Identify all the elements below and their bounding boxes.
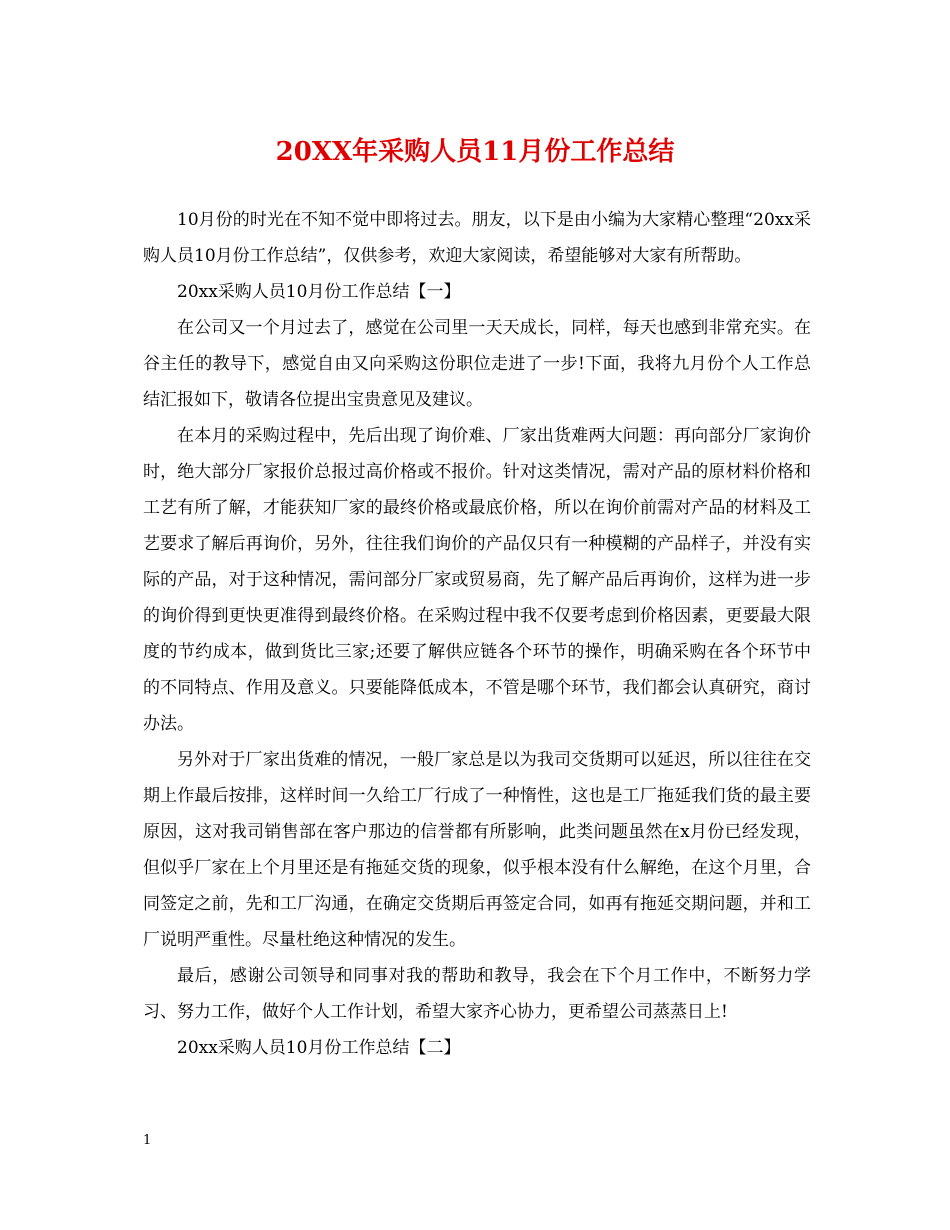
- paragraph-intro: 10月份的时光在不知不觉中即将过去。朋友，以下是由小编为大家精心整理“20xx采购人员10月份工作总结”，仅供参考，欢迎大家阅读，希望能够对大家有所帮助。: [143, 210, 811, 266]
- paragraph: 最后，感谢公司领导和同事对我的帮助和教导，我会在下个月工作中，不断努力学习、努力工作，做好个人工作计划，希望大家齐心协力，更希望公司蒸蒸日上!: [143, 966, 811, 1022]
- section-heading-one: 20xx采购人员10月份工作总结【一】: [177, 282, 461, 302]
- paragraph: 另外对于厂家出货难的情况，一般厂家总是以为我司交货期可以延迟，所以往往在交期上作最后按排，这样时间一久给工厂行成了一种惰性，这也是工厂拖延我们货的最主要原因，这对我司销售部在客户那边的信誉都有所影响，此类问题虽然在x月份已经发现，但似乎厂家在上个月里还是有拖延交货的现象，似乎根本没有什么解绝，在这个月里，合同签定之前，先和工厂沟通，在确定交货期后再签定合同，如再有拖延交期问题，并和工厂说明严重性。尽量杜绝这种情况的发生。: [143, 750, 811, 950]
- page-number: 1: [143, 1133, 152, 1148]
- document-title: 20XX年采购人员11月份工作总结: [275, 137, 675, 167]
- section-heading-two: 20xx采购人员10月份工作总结【二】: [177, 1038, 461, 1058]
- paragraph: 在本月的采购过程中，先后出现了询价难、厂家出货难两大问题：再向部分厂家询价时，绝大部分厂家报价总报过高价格或不报价。针对这类情况，需对产品的原材料价格和工艺有所了解，才能获知厂家的最终价格或最底价格，所以在询价前需对产品的材料及工艺要求了解后再询价，另外，往往我们询价的产品仅只有一种模糊的产品样子，并没有实际的产品，对于这种情况，需问部分厂家或贸易商，先了解产品后再询价，这样为进一步的询价得到更快更准得到最终价格。在采购过程中我不仅要考虑到价格因素，更要最大限度的节约成本，做到货比三家;还要了解供应链各个环节的操作，明确采购在各个环节中的不同特点、作用及意义。只要能降低成本，不管是哪个环节，我们都会认真研究，商讨办法。: [143, 426, 811, 734]
- paragraph: 在公司又一个月过去了，感觉在公司里一天天成长，同样，每天也感到非常充实。在谷主任的教导下，感觉自由又向采购这份职位走进了一步!下面，我将九月份个人工作总结汇报如下，敬请各位提出宝贵意见及建议。: [143, 318, 811, 410]
- document-body: [143, 202, 811, 1066]
